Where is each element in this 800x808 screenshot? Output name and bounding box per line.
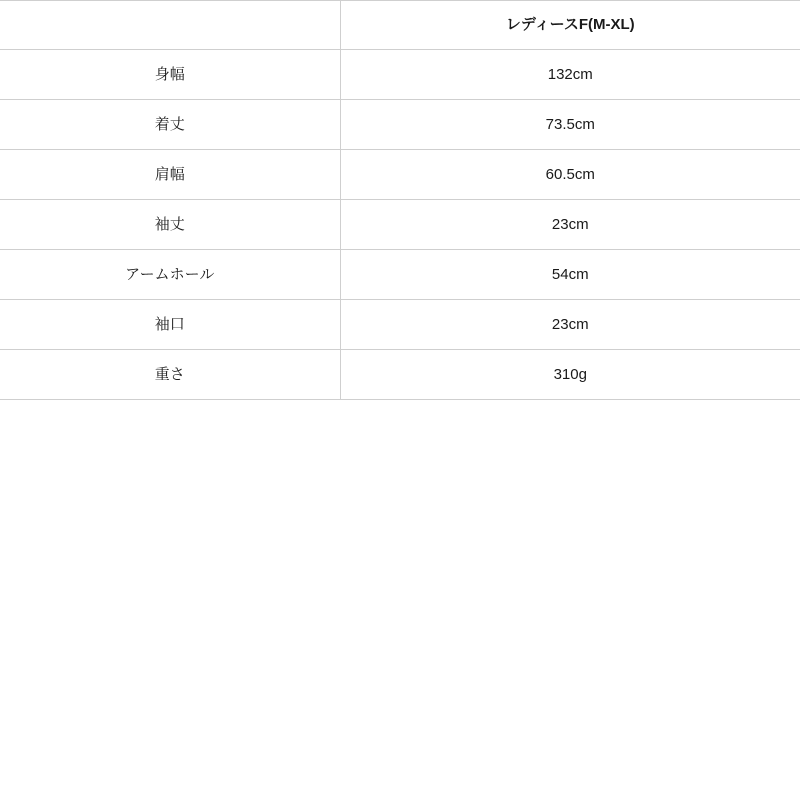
row-value: 73.5cm bbox=[340, 100, 800, 150]
row-label: 袖丈 bbox=[0, 200, 340, 250]
row-label: 身幅 bbox=[0, 50, 340, 100]
table-row bbox=[0, 350, 800, 400]
table-row bbox=[0, 50, 800, 100]
row-label: 袖口 bbox=[0, 300, 340, 350]
table-body bbox=[0, 50, 800, 400]
table-row bbox=[0, 200, 800, 250]
table-header bbox=[0, 1, 800, 50]
row-value: 132cm bbox=[340, 50, 800, 100]
row-label: 着丈 bbox=[0, 100, 340, 150]
table-row bbox=[0, 250, 800, 300]
row-value: 54cm bbox=[340, 250, 800, 300]
row-label: 肩幅 bbox=[0, 150, 340, 200]
row-value: 23cm bbox=[340, 300, 800, 350]
table-row bbox=[0, 150, 800, 200]
table-row bbox=[0, 300, 800, 350]
header-value-column: レディースF(M-XL) bbox=[340, 1, 800, 50]
blank-area bbox=[0, 400, 800, 808]
row-value: 310g bbox=[340, 350, 800, 400]
row-label: アームホール bbox=[0, 250, 340, 300]
size-chart-table bbox=[0, 0, 800, 400]
row-label: 重さ bbox=[154, 366, 185, 383]
header-label-column bbox=[0, 1, 340, 50]
row-value: 60.5cm bbox=[340, 150, 800, 200]
table-header-row bbox=[0, 1, 800, 50]
table-row bbox=[0, 100, 800, 150]
row-value: 23cm bbox=[340, 200, 800, 250]
